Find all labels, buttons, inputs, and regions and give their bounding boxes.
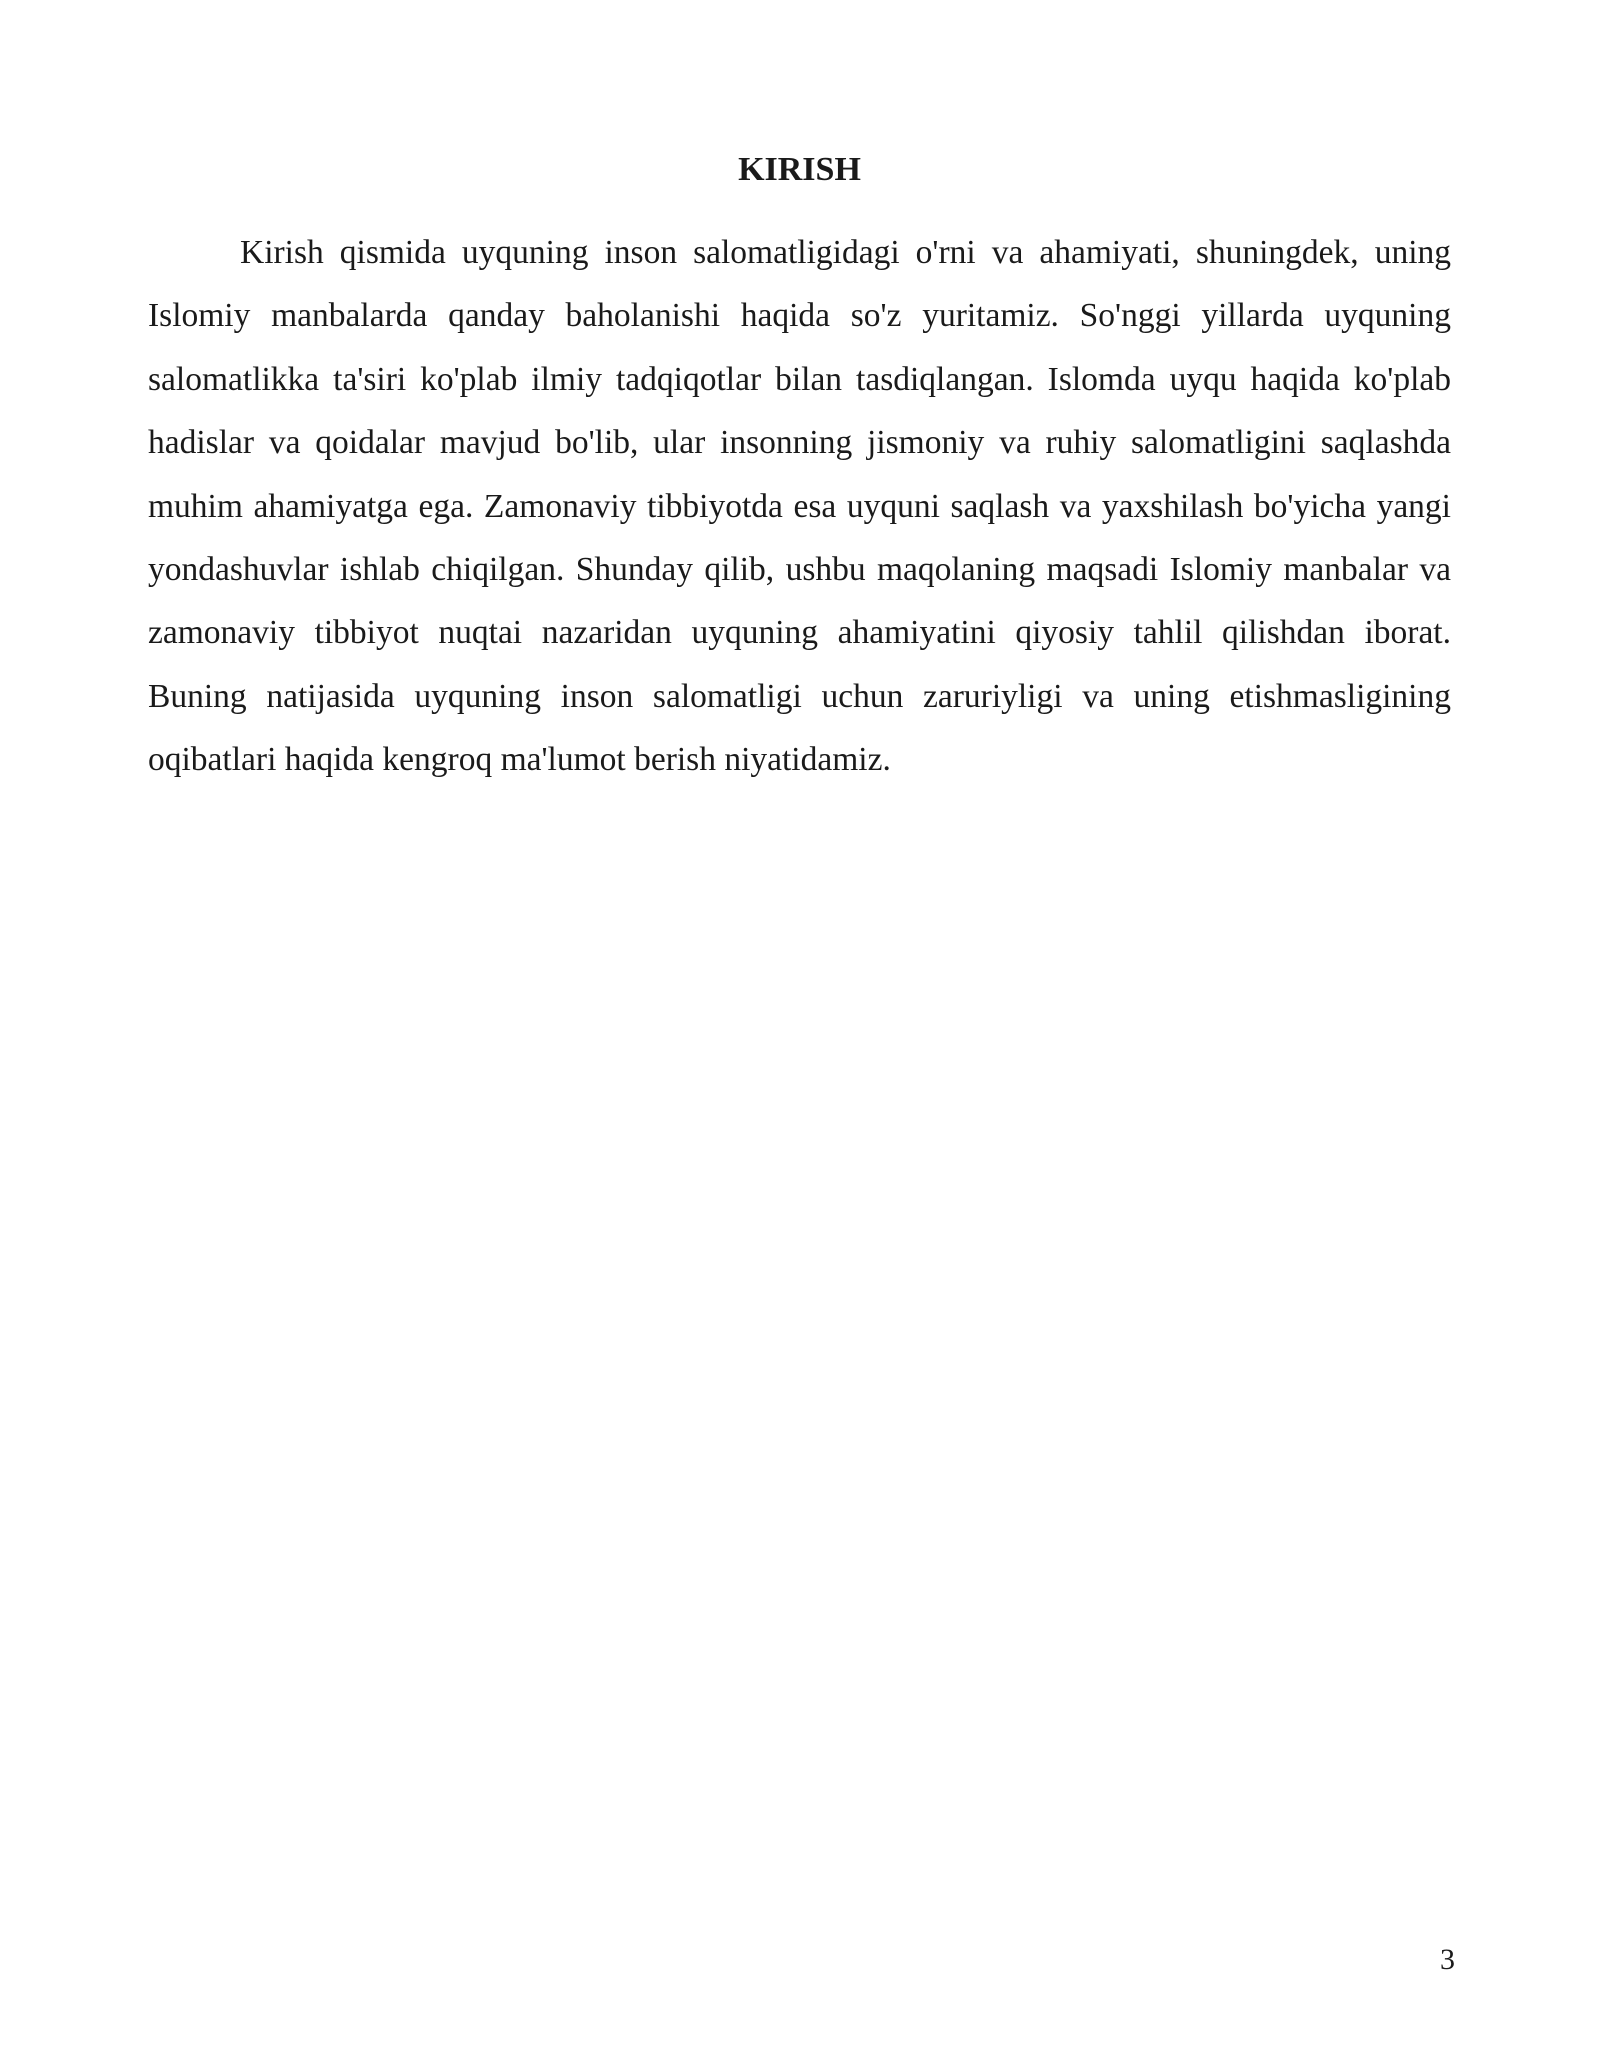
intro-paragraph: Kirish qismida uyquning inson salomatligidagi o'rni va ahamiyati, shuningdek, uning Islomiy manbalarda qanday baholanishi haqida so'z yuritamiz. So'nggi yillarda uyquning salomatlikka ta'siri ko'plab ilmiy tadqiqotlar bilan tasdiqlangan. Islomda uyqu haqida ko'plab hadislar va qoidalar mavjud bo'lib, ular insonning jismoniy va ruhiy salomatligini saqlashda muhim ahamiyatga ega. Zamonaviy tibbiyotda esa uyquni saqlash va yaxshilash bo'yicha yangi yondashuvlar ishlab chiqilgan. Shunday qilib, ushbu maqolaning maqsadi Islomiy manbalar va zamonaviy tibbiyot nuqtai nazaridan uyquning ahamiyatini qiyosiy tahlil qilishdan iborat. Buning natijasida uyquning inson salomatligi uchun zaruriyligi va uning etishmasligining oqibatlari haqida kengroq ma'lumot berish niyatidamiz. bbox=[148, 234, 1451, 779]
page-number: 3 bbox=[1440, 1943, 1455, 1976]
section-heading: KIRISH bbox=[738, 151, 861, 188]
